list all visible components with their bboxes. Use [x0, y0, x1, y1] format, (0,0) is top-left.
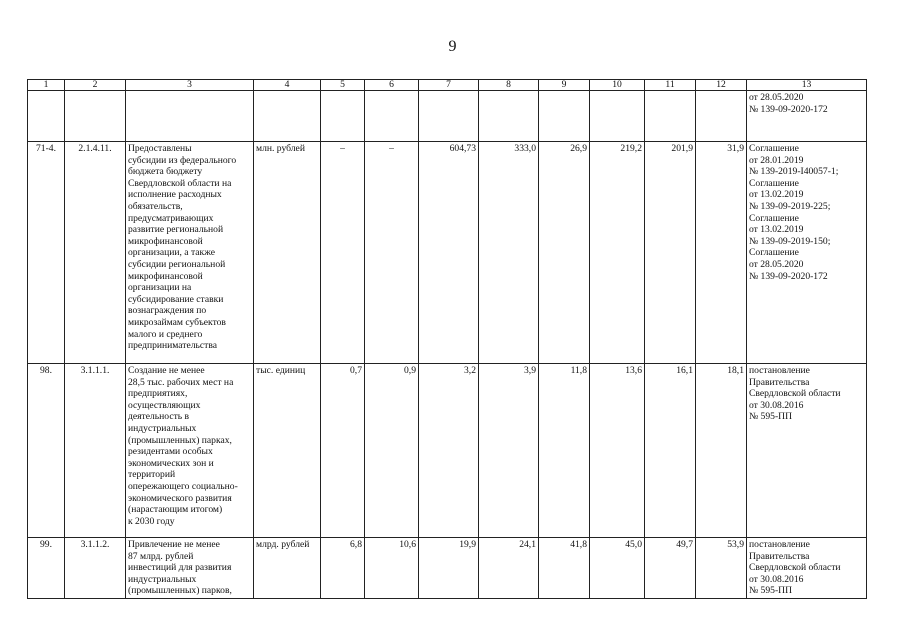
value-cell: 53,9: [696, 538, 747, 599]
unit-cell: млн. рублей: [254, 142, 321, 364]
column-number-row: [28, 80, 867, 91]
source-document-cell: Соглашение от 28.01.2019 № 139-2019-I40057-1; Соглашение от 13.02.2019 № 139-09-2019-225; Соглашение от 13.02.2019 № 139-09-2019-150; Соглашение от 28.05.2020 № 139-09-2020-172: [747, 142, 867, 364]
column-number: 8: [479, 80, 539, 91]
source-document-cell: от 28.05.2020 № 139-09-2020-172: [747, 91, 867, 142]
value-cell: 219,2: [590, 142, 645, 364]
table-row: [28, 364, 867, 538]
column-number: 4: [254, 80, 321, 91]
value-cell: 604,73: [419, 142, 479, 364]
indicators-table: [27, 79, 867, 599]
unit-cell: тыс. единиц: [254, 364, 321, 538]
value-cell: 3,9: [479, 364, 539, 538]
value-cell: 26,9: [539, 142, 590, 364]
row-number-cell: 71-4.: [28, 142, 65, 364]
value-cell: –: [365, 142, 419, 364]
value-cell: 0,9: [365, 364, 419, 538]
value-cell: 41,8: [539, 538, 590, 599]
page-number: 9: [448, 38, 457, 55]
value-cell: 49,7: [645, 538, 696, 599]
indicator-name-cell: Создание не менее 28,5 тыс. рабочих мест на предприятиях, осуществляющих деятельность в индустриальных (промышленных) парках, резидентами особых экономических зон и территорий опережающего социально- экономического развития (нарастающим итогом) к 2030 году: [126, 364, 254, 538]
source-document-cell: постановление Правительства Свердловской области от 30.08.2016 № 595-ПП: [747, 364, 867, 538]
unit-cell: млрд. рублей: [254, 538, 321, 599]
row-number-cell: 98.: [28, 364, 65, 538]
column-number: 7: [419, 80, 479, 91]
value-cell: 24,1: [479, 538, 539, 599]
value-cell: 45,0: [590, 538, 645, 599]
row-number-cell: 99.: [28, 538, 65, 599]
value-cell: 13,6: [590, 364, 645, 538]
indicator-code-cell: 3.1.1.2.: [65, 538, 126, 599]
continued-row: [28, 91, 867, 142]
value-cell: 16,1: [645, 364, 696, 538]
value-cell: 0,7: [321, 364, 365, 538]
column-number: 9: [539, 80, 590, 91]
column-number: 2: [65, 80, 126, 91]
column-number: 11: [645, 80, 696, 91]
column-number: 13: [747, 80, 867, 91]
value-cell: 10,6: [365, 538, 419, 599]
table-row: [28, 538, 867, 599]
column-number: 1: [28, 80, 65, 91]
value-cell: 18,1: [696, 364, 747, 538]
indicator-code-cell: 3.1.1.1.: [65, 364, 126, 538]
value-cell: 19,9: [419, 538, 479, 599]
value-cell: 6,8: [321, 538, 365, 599]
indicator-name-cell: Привлечение не менее 87 млрд. рублей инвестиций для развития индустриальных (промышленных) парков,: [126, 538, 254, 599]
table-row: [28, 142, 867, 364]
source-document-cell: постановление Правительства Свердловской области от 30.08.2016 № 595-ПП: [747, 538, 867, 599]
indicator-name-cell: Предоставлены субсидии из федерального бюджета бюджету Свердловской области на исполнение расходных обязательств, предусматривающих развитие региональной микрофинансовой организации, а также субсидии региональной микрофинансовой организации на субсидирование ставки вознаграждения по микрозаймам субъектов малого и среднего предпринимательства: [126, 142, 254, 364]
value-cell: 11,8: [539, 364, 590, 538]
column-number: 12: [696, 80, 747, 91]
column-number: 6: [365, 80, 419, 91]
column-number: 3: [126, 80, 254, 91]
column-number: 5: [321, 80, 365, 91]
value-cell: 3,2: [419, 364, 479, 538]
value-cell: 31,9: [696, 142, 747, 364]
value-cell: –: [321, 142, 365, 364]
value-cell: 201,9: [645, 142, 696, 364]
indicator-code-cell: 2.1.4.11.: [65, 142, 126, 364]
value-cell: 333,0: [479, 142, 539, 364]
column-number: 10: [590, 80, 645, 91]
